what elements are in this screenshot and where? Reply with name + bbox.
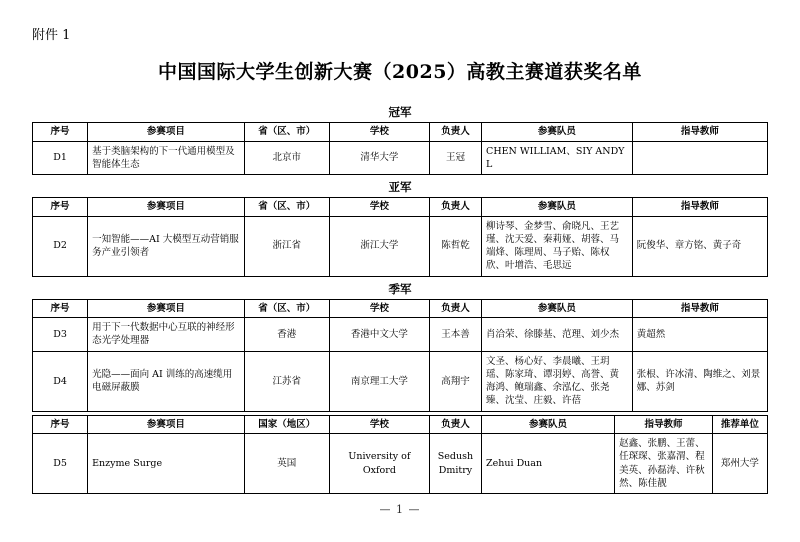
- header-row: [33, 415, 768, 433]
- column-header: 参赛项目: [88, 198, 245, 216]
- awards-table: [32, 415, 768, 494]
- table-cell: 北京市: [244, 141, 329, 175]
- column-header: 参赛队员: [482, 123, 633, 141]
- header-row: [33, 123, 768, 141]
- table-cell: 一知智能——AI 大模型互动营销服务产业引领者: [88, 216, 245, 276]
- award-section: [32, 180, 768, 276]
- table-cell: 英国: [244, 434, 329, 494]
- table-cell: [632, 141, 767, 175]
- column-header: 负责人: [429, 299, 481, 317]
- attachment-label: 附件 1: [32, 28, 71, 43]
- column-header: 负责人: [429, 198, 481, 216]
- table-cell: 郑州大学: [712, 434, 767, 494]
- table-cell: 黄超然: [632, 317, 767, 351]
- section-label: 亚军: [388, 180, 412, 195]
- section-label: 冠军: [388, 105, 412, 120]
- table-cell: 清华大学: [329, 141, 429, 175]
- column-header: 学校: [329, 198, 429, 216]
- table-cell: 光隐——面向 AI 训练的高速缆用电磁屏蔽膜: [88, 351, 245, 411]
- column-header: 省（区、市）: [244, 198, 329, 216]
- column-header: 序号: [33, 123, 88, 141]
- table-cell: Sedush Dmitry: [429, 434, 481, 494]
- awards-table: [32, 197, 768, 276]
- table-cell: D4: [33, 351, 88, 411]
- table-cell: University of Oxford: [329, 434, 429, 494]
- award-section: [32, 415, 768, 494]
- column-header: 推荐单位: [712, 415, 767, 433]
- table-row: [33, 351, 768, 411]
- table-cell: Zehui Duan: [482, 434, 615, 494]
- table-cell: Enzyme Surge: [88, 434, 245, 494]
- table-cell: CHEN WILLIAM、SIY ANDY L: [482, 141, 633, 175]
- column-header: 参赛队员: [482, 299, 633, 317]
- table-row: [33, 317, 768, 351]
- table-cell: 基于类脑架构的下一代通用模型及智能体生态: [88, 141, 245, 175]
- table-cell: 高翔宇: [429, 351, 481, 411]
- column-header: 参赛项目: [88, 123, 245, 141]
- column-header: 指导教师: [632, 299, 767, 317]
- tables-area: [32, 105, 768, 494]
- table-cell: D5: [33, 434, 88, 494]
- column-header: 国家（地区）: [244, 415, 329, 433]
- table-cell: 浙江大学: [329, 216, 429, 276]
- column-header: 序号: [33, 415, 88, 433]
- table-cell: 南京理工大学: [329, 351, 429, 411]
- table-cell: 香港: [244, 317, 329, 351]
- awards-table: [32, 122, 768, 175]
- table-cell: 柳诗琴、金梦雪、俞晓凡、王艺瑾、沈天爱、秦莉娅、胡蓉、马端烽、陈理周、马子贻、陈权欣、叶增浩、毛思远: [482, 216, 633, 276]
- table-cell: D2: [33, 216, 88, 276]
- column-header: 负责人: [429, 123, 481, 141]
- column-header: 参赛项目: [88, 415, 245, 433]
- table-row: [33, 216, 768, 276]
- column-header: 负责人: [429, 415, 481, 433]
- table-cell: D1: [33, 141, 88, 175]
- column-header: 指导教师: [632, 123, 767, 141]
- column-header: 学校: [329, 299, 429, 317]
- section-label: 季军: [388, 281, 412, 296]
- table-cell: 王冠: [429, 141, 481, 175]
- column-header: 序号: [33, 198, 88, 216]
- column-header: 学校: [329, 415, 429, 433]
- column-header: 指导教师: [632, 198, 767, 216]
- table-cell: D3: [33, 317, 88, 351]
- column-header: 省（区、市）: [244, 299, 329, 317]
- column-header: 指导教师: [615, 415, 713, 433]
- table-cell: 用于下一代数据中心互联的神经形态光学处理器: [88, 317, 245, 351]
- header-row: [33, 198, 768, 216]
- award-section: [32, 105, 768, 175]
- table-cell: 香港中文大学: [329, 317, 429, 351]
- table-cell: 赵鑫、张鹏、王蕾、任琛琛、张嘉渭、程美英、孙磊涛、许秋然、陈佳靓: [615, 434, 713, 494]
- column-header: 参赛队员: [482, 198, 633, 216]
- column-header: 学校: [329, 123, 429, 141]
- table-cell: 文圣、杨心好、李晨曦、王玥瑶、陈家琦、谭羽婷、高誉、黄海鸿、鲍瑞鑫、余泓亿、张尧臻、沈莹、庄毅、许蓓: [482, 351, 633, 411]
- awards-table: [32, 299, 768, 412]
- award-section: [32, 282, 768, 412]
- table-cell: 浙江省: [244, 216, 329, 276]
- header-row: [33, 299, 768, 317]
- column-header: 省（区、市）: [244, 123, 329, 141]
- table-cell: 王本善: [429, 317, 481, 351]
- column-header: 参赛项目: [88, 299, 245, 317]
- page-title: 中国国际大学生创新大赛（2025）高教主赛道获奖名单: [158, 60, 642, 83]
- table-cell: 江苏省: [244, 351, 329, 411]
- column-header: 参赛队员: [482, 415, 615, 433]
- page-number: — 1 —: [379, 503, 421, 516]
- table-cell: 肖洽荣、徐滕基、范理、刘少杰: [482, 317, 633, 351]
- table-cell: 陈哲乾: [429, 216, 481, 276]
- table-cell: 张根、许冰清、陶维之、刘景娜、苏剑: [632, 351, 767, 411]
- table-row: [33, 434, 768, 494]
- table-cell: 阮俊华、章方铭、黄子奇: [632, 216, 767, 276]
- column-header: 序号: [33, 299, 88, 317]
- table-row: [33, 141, 768, 175]
